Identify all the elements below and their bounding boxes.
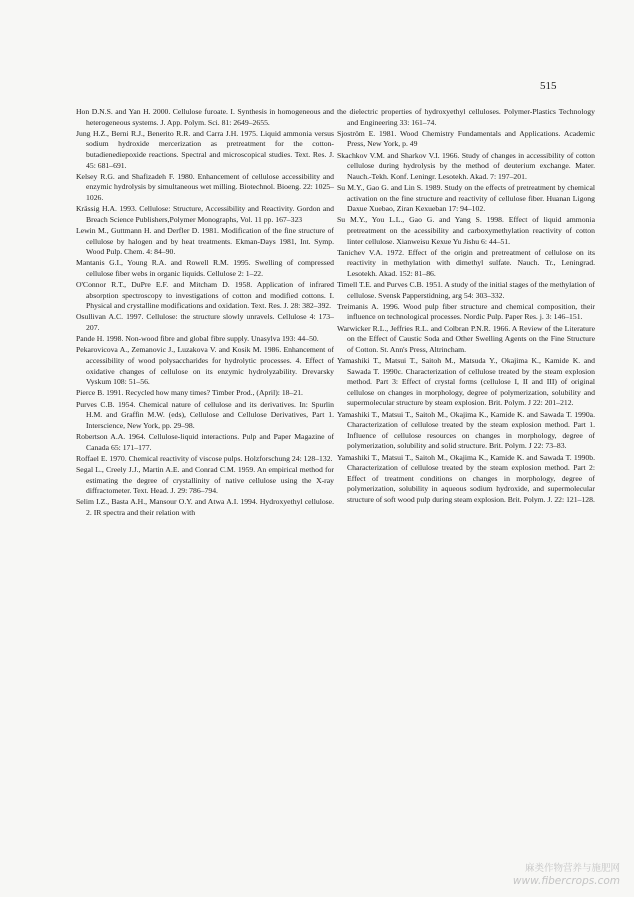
- reference-entry: the dielectric properties of hydroxyethyl celluloses. Polymer-Plastics Technology and Engineering 33: 161–74.: [337, 107, 595, 127]
- reference-entry: Segal L., Creely J.J., Martin A.E. and Conrad C.M. 1959. An empirical method for estimating the degree of crystallinity of native cellulose using the X-ray diffractometer. Text. Head. J. 29: 786–794.: [76, 464, 334, 496]
- reference-entry: Hon D.N.S. and Yan H. 2000. Cellulose furoate. I. Synthesis in homogeneous and heterogeneous systems. J. App. Polym. Sci. 81: 2649–2655.: [76, 107, 334, 127]
- reference-entry: Jung H.Z., Berni R.J., Benerito R.R. and Carra J.H. 1975. Liquid ammonia versus sodium hydroxide mercerization as pretreatment for the cotton-butadienediepoxide reactions. Spectral and microscopical studies. Text. Res. J. 45: 681–691.: [76, 128, 334, 170]
- reference-entry: Su M.Y., You L.L., Gao G. and Yang S. 1998. Effect of liquid ammonia pretreatment on the acessibility and carboxymethylation reactivity of cotton linter cellulose. Xianweisu Kexue Yu Jishu 6: 44–51.: [337, 215, 595, 246]
- watermark: [513, 863, 620, 887]
- reference-entry: Pekarovicova A., Zemanovic J., Luzakova V. and Kosik M. 1986. Enhancement of accessibility of wood polysaccharides for hydrolytic processes. 4. Effect of oxidative changes of cellulose on its enzymic hydrolyzability. Drevarsky Vyskum 108: 51–56.: [76, 345, 334, 387]
- reference-entry: Su M.Y., Gao G. and Lin S. 1989. Study on the effects of pretreatment by chemical activation on the fine structure and reactivity of cellulose fiber. Huanan Ligong Daxue Xuebao, Ziran Kexueban 17: 94–102.: [337, 182, 595, 214]
- reference-entry: Tanichev V.A. 1972. Effect of the origin and pretreatment of cellulose on its reactivity in methylation with dimethyl sulfate. Nauch. Tr., Leningrad. Lesotekh. Akad. 152: 81–86.: [337, 247, 595, 278]
- reference-entry: Mantanis G.I., Young R.A. and Rowell R.M. 1995. Swelling of compressed cellulose fiber webs in organic liquids. Cellulose 2: 1–22.: [76, 258, 334, 278]
- reference-entry: Kelsey R.G. and Shafizadeh F. 1980. Enhancement of cellulose accessibility and enzymic hydrolysis by simultaneous wet milling. Biotechnol. Bioeng. 22: 1025–1026.: [76, 171, 334, 202]
- reference-entry: Krässig H.A. 1993. Cellulose: Structure, Accessibility and Reactivity. Gordon and Breach Science Publishers,Polymer Monographs, Vol. 11 pp. 167–323: [76, 204, 334, 224]
- reference-entry: Timell T.E. and Purves C.B. 1951. A study of the initial stages of the methylation of cellulose. Svensk Papperstidning, arg 54: 303–332.: [337, 280, 595, 300]
- reference-entry: Treimanis A. 1996. Wood pulp fiber structure and chemical composition, their influence on technological processes. Nordic Pulp. Paper Res. j. 3: 146–151.: [337, 301, 595, 322]
- reference-entry: Pierce B. 1991. Recycled how many times? Timber Prod., (April): 18–21.: [76, 388, 303, 398]
- page-number: 515: [540, 80, 557, 92]
- reference-entry: Purves C.B. 1954. Chemical nature of cellulose and its derivatives. In: Spurlin H.M. and Graffin M.W. (eds), Cellulose and Cellulose Derivatives, Part 1. Interscience, New York, pp. 29–98.: [76, 399, 334, 430]
- reference-entry: Selim I.Z., Basta A.H., Mansour O.Y. and Atwa A.I. 1994. Hydroxyethyl cellulose. 2. IR spectra and their relation with: [76, 497, 334, 517]
- reference-entry: Osullivan A.C. 1997. Cellulose: the structure slowly unravels. Cellulose 4: 173–207.: [76, 312, 334, 333]
- reference-entry: Pande H. 1998. Non-wood fibre and global fibre supply. Unasylva 193: 44–50.: [76, 334, 319, 344]
- reference-entry: Yamashiki T., Matsui T., Saitoh M., Matsuda Y., Okajima K., Kamide K. and Sawada T. 1990c. Characterization of cellulose treated by the steam explosion method. Part 3: Effect of crystal forms (cellulose I, II and III) of original cellulose on changes in morphology, degree of polymerization, solubility and supermolecular structure by steam explosion. Brit. Polym. J 22: 201–212.: [337, 356, 595, 408]
- reference-entry: O'Connor R.T., DuPre E.F. and Mitcham D. 1958. Application of infrared absorption spectroscopy to investigations of cotton and modified cottons. I. Physical and crystalline modifications and oxidation. Text. Res. J. 28: 382–392.: [76, 280, 334, 311]
- reference-entry: Sjoström E. 1981. Wood Chemistry Fundamentals and Applications. Academic Press, New York, p. 49: [337, 128, 595, 149]
- references-column-left: [76, 107, 334, 519]
- reference-entry: Yamashiki T., Matsui T., Saitoh M., Okajima K., Kamide K. and Sawada T. 1990b. Characterization of cellulose treated by the steam explosion method. Part 2: Effect of treatment conditions on changes in morphology, degree of polymerization, solubility in aqueous sodium hydroxide, and supermolecular structure of soft wood pulp during steam explosion. Brit. Polym. J. 22: 121–128.: [337, 452, 595, 504]
- watermark-url: www.fibercrops.com: [512, 875, 620, 887]
- reference-entry: Yamashiki T., Matsui T., Saitoh M., Okajima K., Kamide K. and Sawada T. 1990a. Characterization of cellulose treated by the steam explosion method. Part 1. Influence of cellulose resources on changes in morphology, degree of polymerization, solubility and solid structure. Brit. Polym. J 22: 73–83.: [337, 409, 595, 451]
- reference-entry: Warwicker R.L., Jeffries R.L. and Colbran P.N.R. 1966. A Review of the Literature on the Effect of Caustic Soda and Other Swelling Agents on the Fine Structure of Cotton. St. Ann's Press, Altrincham.: [337, 323, 595, 354]
- reference-entry: Skachkov V.M. and Sharkov V.I. 1966. Study of changes in accessibility of cotton cellulose during hydrolysis by the method of deuterium exchange. Mater. Nauch.-Tekh. Konf. Leningr. Lesotekh. Akad. 7: 197–201.: [337, 150, 595, 181]
- watermark-text: 麻类作物营养与施肥网: [524, 863, 620, 874]
- references-column-right: [337, 107, 595, 506]
- reference-entry: Lewin M., Guttmann H. and Derfler D. 1981. Modification of the fine structure of cellulose by halogen and by heat treatments. Ekman-Days 1981, Int. Symp. Wood Pulp. Chem. 4: 84–90.: [76, 225, 334, 257]
- reference-entry: Roffael E. 1970. Chemical reactivity of viscose pulps. Holzforschung 24: 128–132.: [76, 453, 333, 463]
- reference-entry: Robertson A.A. 1964. Cellulose-liquid interactions. Pulp and Paper Magazine of Canada 65: 171–177.: [76, 431, 334, 452]
